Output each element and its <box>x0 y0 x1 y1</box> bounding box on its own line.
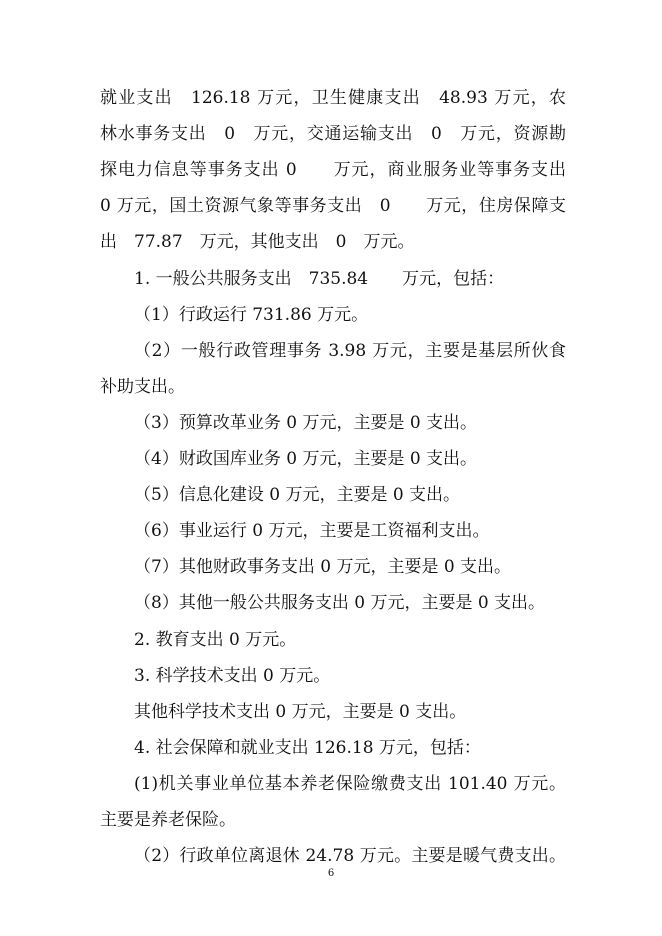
text-line: 2. 教育支出 0 万元。 <box>134 629 297 650</box>
text-line: 补助支出。 <box>100 376 185 397</box>
text-line: (1)机关事业单位基本养老保险缴费支出 101.40 万元。 <box>134 773 566 794</box>
text-line: （1）行政运行 731.86 万元。 <box>134 304 369 325</box>
text-line: （4）财政国库业务 0 万元，主要是 0 支出。 <box>134 449 478 469</box>
text-line: 出 77.87 万元，其他支出 0 万元。 <box>100 232 415 253</box>
text-line: （2）行政单位离退休 24.78 万元。主要是暖气费支出。 <box>134 846 566 867</box>
text-line: （8）其他一般公共服务支出 0 万元，主要是 0 支出。 <box>134 593 546 614</box>
text-line: 3. 科学技术支出 0 万元。 <box>134 665 331 686</box>
text-line: （5）信息化建设 0 万元，主要是 0 支出。 <box>134 485 461 506</box>
text-line: 就业支出 126.18 万元，卫生健康支出 48.93 万元，农 <box>100 88 566 108</box>
page-number: 6 <box>327 868 335 879</box>
text-line: 林水事务支出 0 万元，交通运输支出 0 万元，资源勘 <box>100 124 566 145</box>
text-line: 0 万元，国土资源气象等事务支出 0 万元，住房保障支 <box>100 196 566 217</box>
text-line: （2）一般行政管理事务 3.98 万元，主要是基层所伙食 <box>134 340 566 361</box>
text-line: 探电力信息等事务支出 0 万元，商业服务业等事务支出 <box>100 160 566 181</box>
text-line: （3）预算改革业务 0 万元，主要是 0 支出。 <box>134 412 478 433</box>
text-line: 1. 一般公共服务支出 735.84 万元，包括： <box>134 268 505 289</box>
text-line: 主要是养老保险。 <box>100 810 236 830</box>
text-line: （7）其他财政事务支出 0 万元，主要是 0 支出。 <box>134 557 512 578</box>
text-line: 4. 社会保障和就业支出 126.18 万元，包括： <box>134 737 481 758</box>
text-line: （6）事业运行 0 万元，主要是工资福利支出。 <box>134 521 490 542</box>
text-line: 其他科学技术支出 0 万元，主要是 0 支出。 <box>134 701 467 722</box>
